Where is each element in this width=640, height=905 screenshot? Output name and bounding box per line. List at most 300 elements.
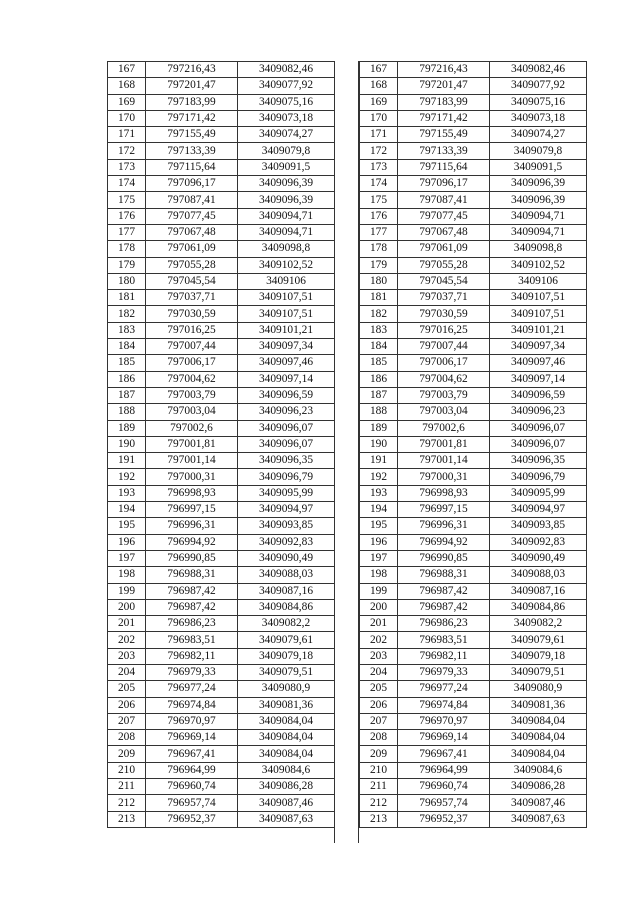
x-coordinate-cell: 797037,71	[146, 290, 238, 306]
y-coordinate-cell: 3409084,86	[490, 599, 587, 615]
table-row	[108, 322, 335, 338]
y-coordinate-cell: 3409080,9	[238, 681, 335, 697]
y-coordinate-cell: 3409082,2	[238, 616, 335, 632]
y-coordinate-cell: 3409084,86	[238, 599, 335, 615]
table-row	[360, 453, 587, 469]
point-number-cell: 190	[108, 436, 146, 452]
table-row	[360, 176, 587, 192]
point-number-cell: 176	[360, 208, 398, 224]
point-number-cell: 182	[108, 306, 146, 322]
y-coordinate-cell: 3409107,51	[238, 306, 335, 322]
point-number-cell: 173	[108, 159, 146, 175]
table-row	[108, 534, 335, 550]
table-row	[360, 404, 587, 420]
x-coordinate-cell: 796986,23	[146, 616, 238, 632]
point-number-cell: 204	[360, 664, 398, 680]
table-row	[360, 713, 587, 729]
x-coordinate-cell: 797037,71	[398, 290, 490, 306]
x-coordinate-cell: 797067,48	[398, 224, 490, 240]
y-coordinate-cell: 3409097,46	[490, 355, 587, 371]
x-coordinate-cell: 797077,45	[146, 208, 238, 224]
table-row	[108, 550, 335, 566]
table-row	[108, 176, 335, 192]
point-number-cell: 178	[360, 241, 398, 257]
point-number-cell: 186	[108, 371, 146, 387]
x-coordinate-cell: 796998,93	[398, 485, 490, 501]
table-row	[108, 502, 335, 518]
point-number-cell: 181	[360, 290, 398, 306]
x-coordinate-cell: 796986,23	[398, 616, 490, 632]
point-number-cell: 200	[108, 599, 146, 615]
point-number-cell: 213	[108, 811, 146, 827]
x-coordinate-cell: 796990,85	[146, 550, 238, 566]
x-coordinate-cell: 797003,04	[398, 404, 490, 420]
table-row	[360, 762, 587, 778]
y-coordinate-cell: 3409079,18	[238, 648, 335, 664]
point-number-cell: 212	[108, 795, 146, 811]
point-number-cell: 197	[108, 550, 146, 566]
y-coordinate-cell: 3409084,04	[238, 713, 335, 729]
y-coordinate-cell: 3409097,46	[238, 355, 335, 371]
table-row	[108, 713, 335, 729]
table-row	[360, 241, 587, 257]
table-row	[360, 534, 587, 550]
x-coordinate-cell: 796988,31	[398, 567, 490, 583]
point-number-cell: 203	[108, 648, 146, 664]
point-number-cell: 171	[360, 127, 398, 143]
y-coordinate-cell: 3409077,92	[238, 78, 335, 94]
x-coordinate-cell: 796960,74	[398, 779, 490, 795]
table-row	[360, 648, 587, 664]
x-coordinate-cell: 797007,44	[146, 339, 238, 355]
y-coordinate-cell: 3409096,79	[490, 469, 587, 485]
table-row	[108, 762, 335, 778]
y-coordinate-cell: 3409087,63	[490, 811, 587, 827]
y-coordinate-cell: 3409082,2	[490, 616, 587, 632]
y-coordinate-cell: 3409107,51	[238, 290, 335, 306]
table-row	[108, 648, 335, 664]
point-number-cell: 175	[360, 192, 398, 208]
y-coordinate-cell: 3409096,79	[238, 469, 335, 485]
x-coordinate-cell: 796982,11	[146, 648, 238, 664]
point-number-cell: 195	[360, 518, 398, 534]
x-coordinate-cell: 796994,92	[146, 534, 238, 550]
x-coordinate-cell: 796990,85	[398, 550, 490, 566]
x-coordinate-cell: 797115,64	[398, 159, 490, 175]
y-coordinate-cell: 3409079,8	[238, 143, 335, 159]
point-number-cell: 167	[108, 62, 146, 78]
table-row	[360, 632, 587, 648]
x-coordinate-cell: 797055,28	[146, 257, 238, 273]
point-number-cell: 199	[108, 583, 146, 599]
table-row	[360, 78, 587, 94]
table-row	[360, 502, 587, 518]
x-coordinate-cell: 797016,25	[398, 322, 490, 338]
x-coordinate-cell: 796987,42	[398, 599, 490, 615]
point-number-cell: 184	[360, 339, 398, 355]
point-number-cell: 183	[360, 322, 398, 338]
x-coordinate-cell: 797001,14	[146, 453, 238, 469]
table-row	[108, 599, 335, 615]
y-coordinate-cell: 3409090,49	[238, 550, 335, 566]
y-coordinate-cell: 3409096,59	[238, 387, 335, 403]
x-coordinate-cell: 796994,92	[398, 534, 490, 550]
x-coordinate-cell: 797030,59	[146, 306, 238, 322]
table-row	[108, 795, 335, 811]
table-row	[108, 518, 335, 534]
table-row	[108, 192, 335, 208]
x-coordinate-cell: 797096,17	[398, 176, 490, 192]
y-coordinate-cell: 3409084,04	[238, 730, 335, 746]
y-coordinate-cell: 3409096,39	[490, 192, 587, 208]
table-row	[360, 420, 587, 436]
x-coordinate-cell: 797171,42	[146, 110, 238, 126]
x-coordinate-cell: 797016,25	[146, 322, 238, 338]
y-coordinate-cell: 3409082,46	[490, 62, 587, 78]
y-coordinate-cell: 3409087,63	[238, 811, 335, 827]
y-coordinate-cell: 3409096,07	[490, 436, 587, 452]
x-coordinate-cell: 796979,33	[398, 664, 490, 680]
y-coordinate-cell: 3409095,99	[238, 485, 335, 501]
point-number-cell: 211	[360, 779, 398, 795]
table-row	[108, 371, 335, 387]
x-coordinate-cell: 797003,04	[146, 404, 238, 420]
table-row	[108, 746, 335, 762]
y-coordinate-cell: 3409098,8	[490, 241, 587, 257]
y-coordinate-cell: 3409101,21	[238, 322, 335, 338]
table-row	[360, 127, 587, 143]
x-coordinate-cell: 797216,43	[398, 62, 490, 78]
table-row	[108, 306, 335, 322]
coordinate-table-right	[359, 61, 587, 828]
y-coordinate-cell: 3409086,28	[490, 779, 587, 795]
table-row	[108, 355, 335, 371]
y-coordinate-cell: 3409084,04	[490, 746, 587, 762]
table-row	[108, 616, 335, 632]
table-row	[360, 518, 587, 534]
table-row	[108, 632, 335, 648]
point-number-cell: 206	[108, 697, 146, 713]
point-number-cell: 171	[108, 127, 146, 143]
y-coordinate-cell: 3409102,52	[490, 257, 587, 273]
point-number-cell: 179	[108, 257, 146, 273]
table-row	[360, 697, 587, 713]
x-coordinate-cell: 797001,81	[398, 436, 490, 452]
table-row	[108, 420, 335, 436]
x-coordinate-cell: 796998,93	[146, 485, 238, 501]
table-row	[360, 436, 587, 452]
y-coordinate-cell: 3409081,36	[238, 697, 335, 713]
point-number-cell: 205	[108, 681, 146, 697]
x-coordinate-cell: 796974,84	[146, 697, 238, 713]
point-number-cell: 173	[360, 159, 398, 175]
x-coordinate-cell: 797061,09	[398, 241, 490, 257]
x-coordinate-cell: 797002,6	[146, 420, 238, 436]
y-coordinate-cell: 3409074,27	[238, 127, 335, 143]
coordinate-table-left	[107, 61, 335, 828]
table-row	[360, 746, 587, 762]
y-coordinate-cell: 3409102,52	[238, 257, 335, 273]
x-coordinate-cell: 797045,54	[146, 273, 238, 289]
x-coordinate-cell: 797006,17	[146, 355, 238, 371]
table-row	[108, 453, 335, 469]
x-coordinate-cell: 797003,79	[398, 387, 490, 403]
table-row	[360, 110, 587, 126]
table-row	[108, 436, 335, 452]
y-coordinate-cell: 3409081,36	[490, 697, 587, 713]
table-row	[108, 78, 335, 94]
point-number-cell: 210	[360, 762, 398, 778]
point-number-cell: 182	[360, 306, 398, 322]
x-coordinate-cell: 796969,14	[146, 730, 238, 746]
x-coordinate-cell: 797000,31	[398, 469, 490, 485]
y-coordinate-cell: 3409087,16	[490, 583, 587, 599]
y-coordinate-cell: 3409084,6	[238, 762, 335, 778]
point-number-cell: 201	[108, 616, 146, 632]
point-number-cell: 174	[360, 176, 398, 192]
y-coordinate-cell: 3409096,07	[238, 420, 335, 436]
point-number-cell: 195	[108, 518, 146, 534]
table-separator-column	[334, 61, 359, 843]
x-coordinate-cell: 797077,45	[398, 208, 490, 224]
y-coordinate-cell: 3409096,35	[490, 453, 587, 469]
x-coordinate-cell: 796967,41	[398, 746, 490, 762]
x-coordinate-cell: 797087,41	[146, 192, 238, 208]
table-row	[360, 94, 587, 110]
x-coordinate-cell: 796952,37	[398, 811, 490, 827]
x-coordinate-cell: 796969,14	[398, 730, 490, 746]
x-coordinate-cell: 796996,31	[398, 518, 490, 534]
x-coordinate-cell: 796979,33	[146, 664, 238, 680]
table-row	[360, 257, 587, 273]
point-number-cell: 197	[360, 550, 398, 566]
y-coordinate-cell: 3409091,5	[238, 159, 335, 175]
x-coordinate-cell: 796982,11	[398, 648, 490, 664]
point-number-cell: 203	[360, 648, 398, 664]
y-coordinate-cell: 3409096,39	[490, 176, 587, 192]
table-row	[360, 811, 587, 827]
point-number-cell: 183	[108, 322, 146, 338]
point-number-cell: 204	[108, 664, 146, 680]
point-number-cell: 210	[108, 762, 146, 778]
table-row	[108, 730, 335, 746]
point-number-cell: 208	[108, 730, 146, 746]
point-number-cell: 180	[360, 273, 398, 289]
x-coordinate-cell: 797003,79	[146, 387, 238, 403]
point-number-cell: 185	[360, 355, 398, 371]
y-coordinate-cell: 3409086,28	[238, 779, 335, 795]
y-coordinate-cell: 3409093,85	[490, 518, 587, 534]
y-coordinate-cell: 3409096,07	[238, 436, 335, 452]
table-row	[360, 387, 587, 403]
y-coordinate-cell: 3409097,14	[238, 371, 335, 387]
x-coordinate-cell: 797183,99	[146, 94, 238, 110]
x-coordinate-cell: 797183,99	[398, 94, 490, 110]
point-number-cell: 168	[108, 78, 146, 94]
x-coordinate-cell: 796997,15	[398, 502, 490, 518]
table-row	[360, 355, 587, 371]
x-coordinate-cell: 796974,84	[398, 697, 490, 713]
x-coordinate-cell: 797201,47	[146, 78, 238, 94]
point-number-cell: 193	[360, 485, 398, 501]
point-number-cell: 178	[108, 241, 146, 257]
x-coordinate-cell: 797171,42	[398, 110, 490, 126]
point-number-cell: 184	[108, 339, 146, 355]
table-row	[360, 159, 587, 175]
table-row	[360, 192, 587, 208]
table-row	[360, 339, 587, 355]
y-coordinate-cell: 3409079,61	[490, 632, 587, 648]
table-row	[360, 485, 587, 501]
y-coordinate-cell: 3409094,71	[490, 224, 587, 240]
y-coordinate-cell: 3409094,97	[238, 502, 335, 518]
y-coordinate-cell: 3409096,35	[238, 453, 335, 469]
table-row	[360, 664, 587, 680]
y-coordinate-cell: 3409079,18	[490, 648, 587, 664]
point-number-cell: 172	[360, 143, 398, 159]
y-coordinate-cell: 3409092,83	[238, 534, 335, 550]
point-number-cell: 207	[108, 713, 146, 729]
point-number-cell: 206	[360, 697, 398, 713]
point-number-cell: 179	[360, 257, 398, 273]
point-number-cell: 190	[360, 436, 398, 452]
x-coordinate-cell: 797002,6	[398, 420, 490, 436]
y-coordinate-cell: 3409097,34	[238, 339, 335, 355]
point-number-cell: 187	[360, 387, 398, 403]
y-coordinate-cell: 3409106	[490, 273, 587, 289]
x-coordinate-cell: 796987,42	[146, 599, 238, 615]
point-number-cell: 188	[108, 404, 146, 420]
y-coordinate-cell: 3409079,51	[490, 664, 587, 680]
table-row	[108, 257, 335, 273]
x-coordinate-cell: 796983,51	[146, 632, 238, 648]
table-row	[108, 159, 335, 175]
table-row	[360, 290, 587, 306]
y-coordinate-cell: 3409079,8	[490, 143, 587, 159]
x-coordinate-cell: 796983,51	[398, 632, 490, 648]
x-coordinate-cell: 797045,54	[398, 273, 490, 289]
point-number-cell: 193	[108, 485, 146, 501]
table-row	[108, 62, 335, 78]
y-coordinate-cell: 3409080,9	[490, 681, 587, 697]
x-coordinate-cell: 797004,62	[398, 371, 490, 387]
point-number-cell: 189	[108, 420, 146, 436]
table-row	[108, 387, 335, 403]
y-coordinate-cell: 3409087,46	[490, 795, 587, 811]
point-number-cell: 175	[108, 192, 146, 208]
x-coordinate-cell: 796970,97	[398, 713, 490, 729]
x-coordinate-cell: 796977,24	[398, 681, 490, 697]
x-coordinate-cell: 796964,99	[398, 762, 490, 778]
point-number-cell: 194	[360, 502, 398, 518]
point-number-cell: 177	[360, 224, 398, 240]
y-coordinate-cell: 3409084,04	[490, 730, 587, 746]
y-coordinate-cell: 3409079,51	[238, 664, 335, 680]
table-row	[108, 811, 335, 827]
x-coordinate-cell: 797067,48	[146, 224, 238, 240]
y-coordinate-cell: 3409094,71	[490, 208, 587, 224]
x-coordinate-cell: 797115,64	[146, 159, 238, 175]
point-number-cell: 174	[108, 176, 146, 192]
table-row	[360, 224, 587, 240]
y-coordinate-cell: 3409101,21	[490, 322, 587, 338]
table-row	[108, 110, 335, 126]
y-coordinate-cell: 3409073,18	[238, 110, 335, 126]
table-row	[108, 404, 335, 420]
point-number-cell: 172	[108, 143, 146, 159]
x-coordinate-cell: 797030,59	[398, 306, 490, 322]
x-coordinate-cell: 796967,41	[146, 746, 238, 762]
table-row	[360, 208, 587, 224]
point-number-cell: 209	[360, 746, 398, 762]
y-coordinate-cell: 3409094,71	[238, 224, 335, 240]
point-number-cell: 202	[360, 632, 398, 648]
table-row	[108, 697, 335, 713]
point-number-cell: 212	[360, 795, 398, 811]
table-row	[360, 567, 587, 583]
point-number-cell: 209	[108, 746, 146, 762]
point-number-cell: 169	[108, 94, 146, 110]
point-number-cell: 170	[360, 110, 398, 126]
x-coordinate-cell: 796977,24	[146, 681, 238, 697]
x-coordinate-cell: 797155,49	[398, 127, 490, 143]
point-number-cell: 191	[108, 453, 146, 469]
x-coordinate-cell: 797216,43	[146, 62, 238, 78]
y-coordinate-cell: 3409107,51	[490, 290, 587, 306]
y-coordinate-cell: 3409107,51	[490, 306, 587, 322]
point-number-cell: 187	[108, 387, 146, 403]
table-row	[360, 583, 587, 599]
x-coordinate-cell: 796960,74	[146, 779, 238, 795]
y-coordinate-cell: 3409097,34	[490, 339, 587, 355]
point-number-cell: 177	[108, 224, 146, 240]
table-row	[108, 339, 335, 355]
y-coordinate-cell: 3409084,04	[490, 713, 587, 729]
y-coordinate-cell: 3409091,5	[490, 159, 587, 175]
y-coordinate-cell: 3409075,16	[490, 94, 587, 110]
y-coordinate-cell: 3409084,6	[490, 762, 587, 778]
y-coordinate-cell: 3409094,97	[490, 502, 587, 518]
y-coordinate-cell: 3409096,23	[238, 404, 335, 420]
point-number-cell: 196	[360, 534, 398, 550]
y-coordinate-cell: 3409106	[238, 273, 335, 289]
y-coordinate-cell: 3409074,27	[490, 127, 587, 143]
table-row	[360, 273, 587, 289]
point-number-cell: 211	[108, 779, 146, 795]
point-number-cell: 180	[108, 273, 146, 289]
x-coordinate-cell: 796957,74	[398, 795, 490, 811]
point-number-cell: 170	[108, 110, 146, 126]
y-coordinate-cell: 3409094,71	[238, 208, 335, 224]
x-coordinate-cell: 796952,37	[146, 811, 238, 827]
point-number-cell: 168	[360, 78, 398, 94]
x-coordinate-cell: 797096,17	[146, 176, 238, 192]
x-coordinate-cell: 796970,97	[146, 713, 238, 729]
point-number-cell: 176	[108, 208, 146, 224]
point-number-cell: 192	[360, 469, 398, 485]
x-coordinate-cell: 797155,49	[146, 127, 238, 143]
x-coordinate-cell: 796988,31	[146, 567, 238, 583]
y-coordinate-cell: 3409096,59	[490, 387, 587, 403]
table-row	[360, 143, 587, 159]
y-coordinate-cell: 3409095,99	[490, 485, 587, 501]
x-coordinate-cell: 797055,28	[398, 257, 490, 273]
y-coordinate-cell: 3409093,85	[238, 518, 335, 534]
table-row	[108, 779, 335, 795]
point-number-cell: 169	[360, 94, 398, 110]
table-row	[108, 143, 335, 159]
x-coordinate-cell: 797007,44	[398, 339, 490, 355]
